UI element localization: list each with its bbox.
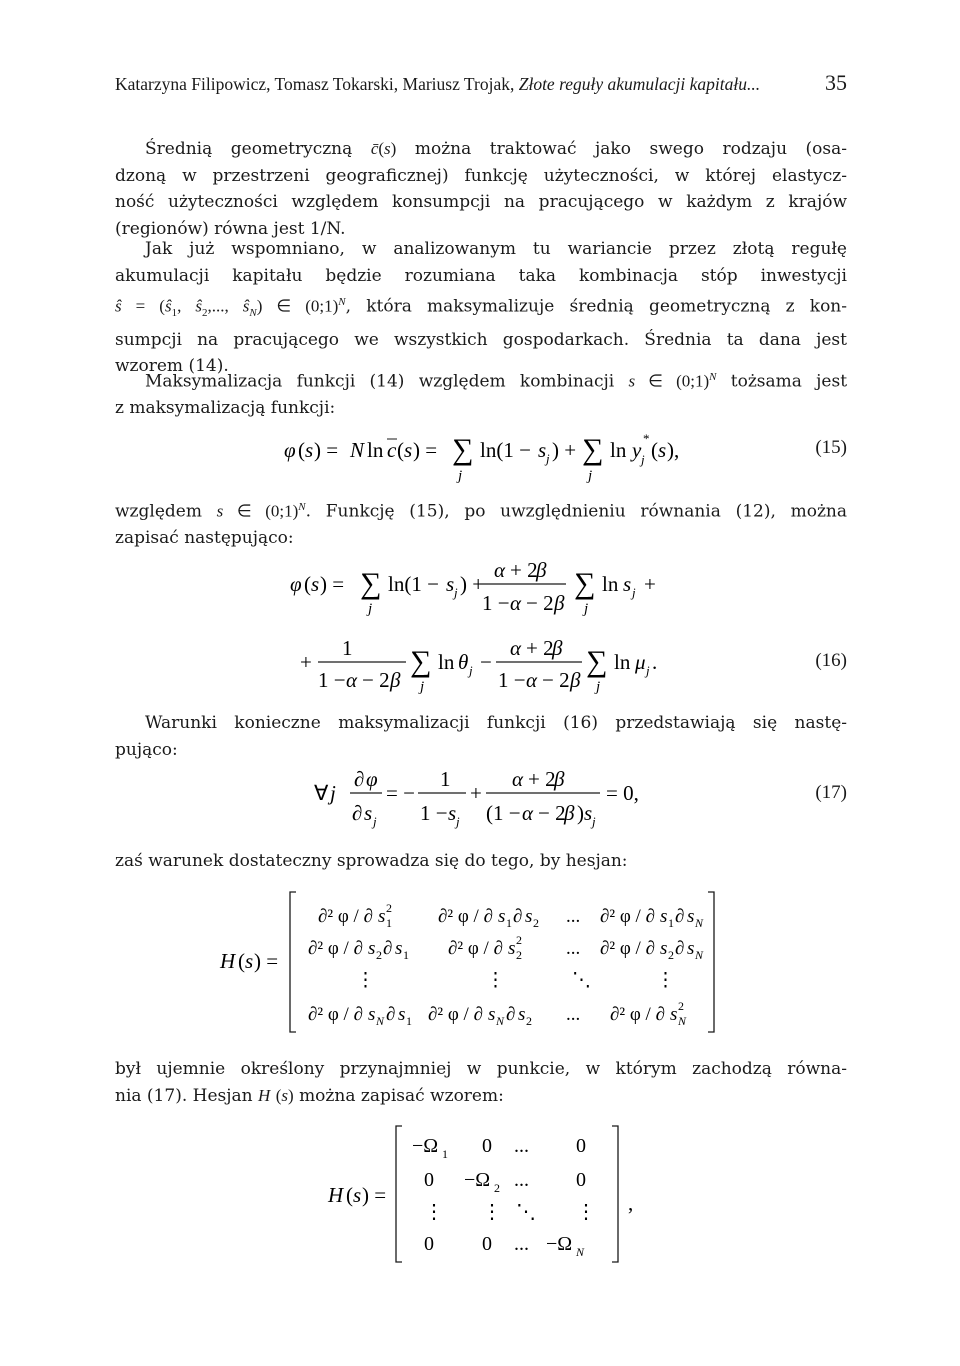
- svg-text:s: s: [305, 438, 314, 462]
- svg-text:∂: ∂: [506, 1004, 516, 1025]
- svg-text:⋮: ⋮: [482, 1201, 502, 1223]
- text-line: zapisać następująco:: [115, 528, 294, 549]
- svg-text:φ: φ: [366, 767, 378, 791]
- svg-text:∑: ∑: [582, 433, 604, 466]
- svg-text:) =: ) =: [320, 572, 345, 596]
- svg-text:s: s: [378, 906, 386, 927]
- svg-text:s: s: [404, 438, 413, 462]
- svg-text:∂² φ / ∂: ∂² φ / ∂: [318, 906, 373, 927]
- text-line: dzoną w przestrzeni geograficznej) funkcję użyteczności, w której elastycz-: [115, 165, 847, 186]
- svg-text:⋱: ⋱: [572, 970, 591, 991]
- svg-text:N: N: [376, 1014, 385, 1028]
- svg-text:N: N: [576, 1245, 585, 1259]
- svg-text:j: j: [596, 679, 601, 695]
- svg-text:) =: ) =: [413, 438, 438, 462]
- paragraph-1: [115, 136, 847, 242]
- svg-text:+: +: [470, 781, 482, 805]
- svg-text:s: s: [584, 801, 593, 825]
- svg-text:2: 2: [516, 948, 522, 962]
- svg-text:⋮: ⋮: [576, 1201, 596, 1223]
- svg-text:0: 0: [576, 1135, 586, 1157]
- svg-text:⋮: ⋮: [656, 970, 675, 991]
- header-authors: Katarzyna Filipowicz, Tomasz Tokarski, Mariusz Trojak,: [115, 74, 515, 94]
- svg-text:− 2: − 2: [538, 801, 566, 825]
- svg-text:) =: ) =: [362, 1183, 387, 1207]
- svg-text:2: 2: [386, 901, 392, 915]
- svg-text:∂² φ / ∂: ∂² φ / ∂: [438, 906, 493, 927]
- svg-text:,: ,: [628, 1191, 634, 1215]
- svg-text:∂² φ / ∂: ∂² φ / ∂: [428, 1004, 483, 1025]
- paragraph-2: [115, 236, 847, 380]
- svg-text:+: +: [644, 572, 656, 596]
- svg-text:− 2: − 2: [526, 591, 554, 615]
- svg-text:∂: ∂: [383, 938, 393, 959]
- svg-text:2: 2: [516, 933, 522, 947]
- svg-text:0: 0: [482, 1233, 492, 1255]
- text-line: ność użyteczności względem konsumpcji na pracującego w każdym z krajów: [115, 192, 847, 212]
- svg-text:...: ...: [514, 1169, 529, 1191]
- svg-text:∑: ∑: [574, 567, 596, 600]
- svg-text:...: ...: [566, 1004, 581, 1025]
- svg-text:1: 1: [506, 916, 512, 930]
- svg-text:ln(1 −: ln(1 −: [480, 438, 531, 462]
- svg-text:−: −: [480, 650, 492, 674]
- svg-text:s: s: [245, 949, 254, 973]
- text-line: nia (17). Hesjan H (s) można zapisać wzorem:: [115, 1085, 504, 1106]
- svg-text:−Ω: −Ω: [464, 1169, 491, 1191]
- equation-16: [280, 555, 700, 705]
- svg-text:s: s: [398, 1004, 406, 1025]
- svg-text:j: j: [632, 585, 636, 600]
- svg-text:...: ...: [514, 1233, 529, 1255]
- svg-text:0: 0: [482, 1135, 492, 1157]
- text-line: sumpcji na pracującego we wszystkich gospodarkach. Średnia ta dana jest: [115, 329, 847, 350]
- svg-text:s: s: [364, 801, 373, 825]
- svg-text:2: 2: [376, 948, 382, 962]
- paragraph-4: [115, 494, 847, 552]
- svg-text:y: y: [632, 438, 642, 462]
- paragraph-7: [115, 1056, 847, 1109]
- svg-text:α: α: [346, 668, 358, 692]
- hessian-diagonal-matrix: [320, 1122, 650, 1272]
- svg-text:ln: ln: [438, 650, 455, 674]
- svg-text:(: (: [397, 438, 404, 462]
- svg-text:j: j: [592, 814, 596, 829]
- svg-text:0: 0: [424, 1233, 434, 1255]
- inline-math: ŝ: [115, 296, 122, 316]
- svg-text:c: c: [387, 438, 397, 462]
- svg-text:= 0,: = 0,: [606, 781, 639, 805]
- svg-text:) +: ) +: [460, 572, 485, 596]
- svg-text:j: j: [546, 451, 550, 466]
- svg-text:s: s: [660, 938, 668, 959]
- svg-text:s: s: [311, 572, 320, 596]
- svg-text:...: ...: [514, 1135, 529, 1157]
- text-line: akumulacji kapitału będzie rozumiana taka kombinacja stóp inwestycji: [115, 265, 847, 286]
- text-line: (regionów) równa jest 1/N.: [115, 218, 346, 239]
- svg-text:α: α: [510, 591, 522, 615]
- svg-text:⋱: ⋱: [516, 1201, 536, 1223]
- svg-text:0: 0: [424, 1169, 434, 1191]
- svg-text:− 2: − 2: [542, 668, 570, 692]
- text-line: z maksymalizacją funkcji:: [115, 398, 336, 419]
- svg-text:⋮: ⋮: [486, 970, 505, 991]
- svg-text:j: j: [646, 663, 650, 678]
- svg-text:...: ...: [566, 938, 581, 959]
- svg-text:s: s: [368, 938, 376, 959]
- svg-text:α: α: [526, 668, 538, 692]
- svg-text:ln: ln: [610, 438, 627, 462]
- paragraph-6: [115, 848, 847, 875]
- svg-text:β: β: [570, 668, 581, 692]
- text-line: Jak już wspomniano, w analizowanym tu wariancie przez złotą regułę: [145, 239, 847, 259]
- svg-text:s: s: [353, 1183, 362, 1207]
- svg-text:ln: ln: [602, 572, 619, 596]
- svg-text:N: N: [695, 948, 704, 962]
- svg-text:1 −: 1 −: [482, 591, 510, 615]
- svg-text:β: β: [554, 767, 565, 791]
- svg-text:s: s: [488, 1004, 496, 1025]
- svg-text:j: j: [588, 468, 593, 484]
- svg-text:...: ...: [566, 906, 581, 927]
- svg-text:s: s: [658, 438, 667, 462]
- svg-text:β: β: [564, 801, 575, 825]
- svg-text:1 −: 1 −: [420, 801, 448, 825]
- svg-text:s: s: [670, 1004, 678, 1025]
- svg-text:j: j: [584, 601, 589, 617]
- equation-number-17: (17): [815, 782, 847, 803]
- svg-text:s: s: [623, 572, 632, 596]
- svg-text:β: β: [554, 591, 565, 615]
- svg-text:0: 0: [576, 1169, 586, 1191]
- svg-text:−Ω: −Ω: [546, 1233, 573, 1255]
- text-line: Warunki konieczne maksymalizacji funkcji (16) przedstawiają się nastę-: [145, 713, 847, 733]
- svg-text:α: α: [522, 801, 534, 825]
- svg-text:ln: ln: [614, 650, 631, 674]
- svg-text:(: (: [651, 438, 658, 462]
- svg-text:s: s: [518, 1004, 526, 1025]
- svg-text:∀: ∀: [314, 781, 329, 805]
- svg-text:s: s: [368, 1004, 376, 1025]
- svg-text:s: s: [395, 938, 403, 959]
- svg-text:(: (: [304, 572, 311, 596]
- svg-text:2: 2: [668, 948, 674, 962]
- text-line: ŝ = ($ŝ_1$, $ŝ_2$,..., $ŝ_N$) ∈ (0;1)$^N$, która maksymalizuje średnią geometryczną z kon-: [115, 296, 848, 320]
- svg-text:j: j: [469, 663, 473, 678]
- svg-text:N: N: [695, 916, 704, 930]
- svg-text:s: s: [660, 906, 668, 927]
- svg-text:∑: ∑: [586, 645, 608, 678]
- svg-text:ln: ln: [367, 438, 384, 462]
- svg-text:α: α: [512, 767, 524, 791]
- svg-text:α: α: [510, 636, 522, 660]
- svg-text:∂² φ / ∂: ∂² φ / ∂: [600, 906, 655, 927]
- svg-text:) =: ) =: [254, 949, 279, 973]
- svg-text:β: β: [390, 668, 401, 692]
- svg-text:∂: ∂: [675, 938, 685, 959]
- svg-text:∂² φ / ∂: ∂² φ / ∂: [610, 1004, 665, 1025]
- svg-text:β: β: [552, 636, 563, 660]
- svg-text:1: 1: [386, 916, 392, 930]
- svg-text:1 −: 1 −: [318, 668, 346, 692]
- svg-text:− 2: − 2: [362, 668, 390, 692]
- svg-text:ln(1 −: ln(1 −: [388, 572, 439, 596]
- svg-text:s: s: [448, 801, 457, 825]
- svg-text:⋮: ⋮: [356, 970, 375, 991]
- svg-text:(: (: [346, 1183, 353, 1207]
- svg-text:1: 1: [406, 1014, 412, 1028]
- svg-text:⋮: ⋮: [424, 1201, 444, 1223]
- svg-text:) =: ) =: [314, 438, 339, 462]
- svg-text:2: 2: [526, 1014, 532, 1028]
- svg-text:) +: ) +: [552, 438, 577, 462]
- svg-text:j: j: [454, 585, 458, 600]
- svg-text:1: 1: [342, 636, 353, 660]
- svg-text:∂: ∂: [386, 1004, 396, 1025]
- svg-text:s: s: [525, 906, 533, 927]
- svg-text:j: j: [330, 781, 336, 805]
- svg-text:s: s: [687, 906, 695, 927]
- text-line: wzorem (14).: [115, 356, 229, 377]
- svg-text:j: j: [368, 601, 373, 617]
- svg-text:j: j: [373, 814, 377, 829]
- svg-text:N: N: [678, 1014, 687, 1028]
- svg-text:∂² φ / ∂: ∂² φ / ∂: [448, 938, 503, 959]
- header-title: Złote reguły akumulacji kapitału...: [518, 74, 761, 94]
- svg-text:2: 2: [678, 999, 684, 1013]
- svg-text:(1 −: (1 −: [486, 801, 521, 825]
- svg-text:.: .: [652, 650, 658, 674]
- text-line: Średnią geometryczną c̄(s) można traktować jako swego rodzaju (osa-: [145, 139, 848, 159]
- svg-text:μ: μ: [635, 650, 646, 674]
- svg-text:1: 1: [442, 1147, 448, 1161]
- svg-text:): ): [577, 801, 584, 825]
- equation-15: [270, 425, 710, 485]
- svg-text:N: N: [496, 1014, 505, 1028]
- svg-text:(: (: [238, 949, 245, 973]
- equation-17: [300, 762, 660, 832]
- svg-text:∑: ∑: [360, 567, 382, 600]
- svg-text:∑: ∑: [452, 433, 474, 466]
- paragraph-5: [115, 710, 847, 763]
- svg-text:2: 2: [533, 916, 539, 930]
- svg-text:∑: ∑: [410, 645, 432, 678]
- running-head-text: [115, 74, 760, 95]
- text-line: pująco:: [115, 739, 178, 760]
- svg-text:∂: ∂: [352, 801, 363, 825]
- text-line: zaś warunek dostateczny sprowadza się do tego, by hesjan:: [115, 851, 628, 871]
- svg-text:+ 2: + 2: [526, 636, 554, 660]
- equation-number-16: (16): [815, 650, 847, 671]
- svg-text:+ 2: + 2: [528, 767, 556, 791]
- equation-number-15: (15): [815, 437, 847, 458]
- svg-text:θ: θ: [458, 650, 469, 674]
- svg-text:s: s: [538, 438, 547, 462]
- svg-text:∂² φ / ∂: ∂² φ / ∂: [308, 938, 363, 959]
- svg-text:+: +: [300, 650, 312, 674]
- text-line: był ujemnie określony przynajmniej w punkcie, w którym zachodzą równa-: [115, 1059, 847, 1079]
- svg-text:s: s: [446, 572, 455, 596]
- svg-text:= −: = −: [386, 781, 415, 805]
- svg-text:*: *: [643, 431, 650, 446]
- svg-text:∂² φ / ∂: ∂² φ / ∂: [600, 938, 655, 959]
- svg-text:∂: ∂: [354, 767, 365, 791]
- svg-text:N: N: [350, 438, 365, 462]
- svg-text:∂² φ / ∂: ∂² φ / ∂: [308, 1004, 363, 1025]
- svg-text:s: s: [508, 938, 516, 959]
- svg-text:β: β: [536, 558, 547, 582]
- svg-text:φ: φ: [290, 572, 302, 596]
- page-number: 35: [825, 70, 847, 95]
- svg-text:j: j: [420, 679, 425, 695]
- svg-text:∂: ∂: [513, 906, 523, 927]
- svg-text:+ 2: + 2: [510, 558, 538, 582]
- svg-text:s: s: [498, 906, 506, 927]
- svg-text:2: 2: [494, 1181, 500, 1195]
- text-line: względem s ∈ (0;1)$^N$. Funkcję (15), po uwzględnieniu równania (12), można: [115, 501, 848, 522]
- svg-text:−Ω: −Ω: [412, 1135, 439, 1157]
- svg-text:1: 1: [668, 916, 674, 930]
- svg-text:j: j: [641, 452, 645, 467]
- svg-text:s: s: [687, 938, 695, 959]
- svg-text:(: (: [298, 438, 305, 462]
- svg-text:H: H: [328, 1183, 344, 1207]
- svg-text:j: j: [456, 814, 460, 829]
- svg-text:j: j: [458, 468, 463, 484]
- svg-text:∂: ∂: [675, 906, 685, 927]
- svg-text:),: ),: [667, 438, 680, 462]
- hessian-matrix: [210, 888, 730, 1038]
- svg-text:1: 1: [440, 767, 451, 791]
- paragraph-3: [115, 364, 847, 422]
- svg-text:H: H: [220, 949, 236, 973]
- svg-text:α: α: [494, 558, 506, 582]
- text-line: Maksymalizacja funkcji (14) względem kombinacji s ∈ (0;1)$^N$ tożsama jest: [145, 371, 848, 392]
- svg-text:φ: φ: [284, 438, 296, 462]
- svg-text:1 −: 1 −: [498, 668, 526, 692]
- svg-text:1: 1: [403, 948, 409, 962]
